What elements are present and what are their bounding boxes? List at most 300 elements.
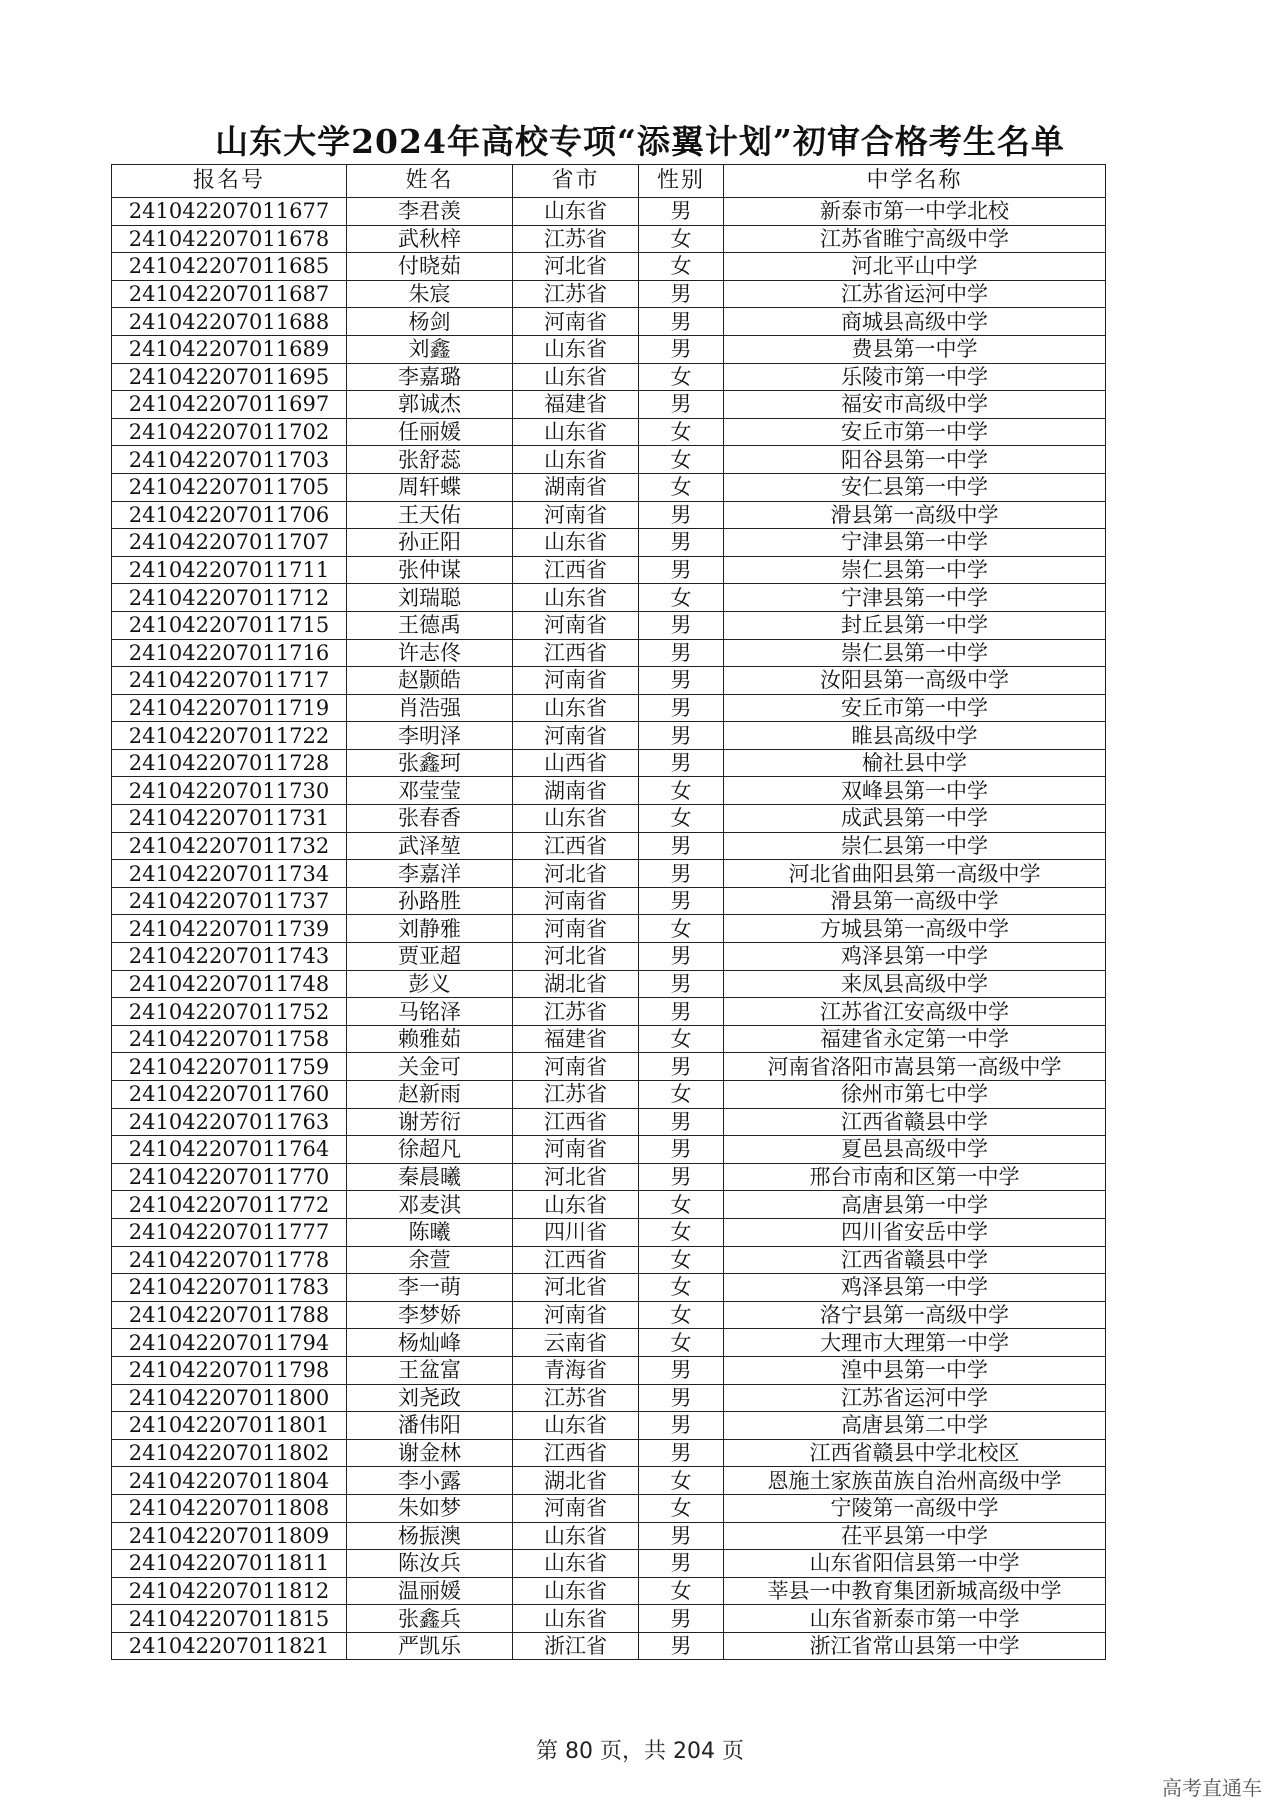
table-row (112, 1246, 1106, 1274)
table-row (112, 1218, 1106, 1246)
registration-number-cell: 241042207011760 (112, 1081, 347, 1109)
table-row (112, 832, 1106, 860)
table-row (112, 391, 1106, 419)
name-cell: 关金可 (347, 1053, 513, 1081)
gender-cell: 女 (639, 1081, 724, 1109)
gender-cell: 男 (639, 198, 724, 226)
province-cell: 河北省 (513, 943, 639, 971)
registration-number-cell: 241042207011800 (112, 1384, 347, 1412)
province-cell: 河北省 (513, 1274, 639, 1302)
name-cell: 武秋梓 (347, 225, 513, 253)
table-row (112, 667, 1106, 695)
province-cell: 山东省 (513, 584, 639, 612)
school-cell: 洛宁县第一高级中学 (724, 1301, 1106, 1329)
gender-cell: 男 (639, 1163, 724, 1191)
school-cell: 高唐县第一中学 (724, 1191, 1106, 1219)
registration-number-cell: 241042207011687 (112, 280, 347, 308)
province-cell: 福建省 (513, 391, 639, 419)
table-row (112, 1550, 1106, 1578)
province-cell: 河北省 (513, 253, 639, 281)
province-cell: 河南省 (513, 915, 639, 943)
name-cell: 许志佟 (347, 639, 513, 667)
table-row (112, 1384, 1106, 1412)
school-cell: 成武县第一中学 (724, 805, 1106, 833)
table-row (112, 529, 1106, 557)
name-cell: 王天佑 (347, 501, 513, 529)
registration-number-cell: 241042207011703 (112, 446, 347, 474)
name-cell: 余萱 (347, 1246, 513, 1274)
province-cell: 河南省 (513, 611, 639, 639)
gender-cell: 男 (639, 1053, 724, 1081)
table-row (112, 308, 1106, 336)
school-cell: 山东省新泰市第一中学 (724, 1605, 1106, 1633)
table-row (112, 253, 1106, 281)
header-gender: 性别 (639, 165, 724, 198)
gender-cell: 女 (639, 1494, 724, 1522)
gender-cell: 女 (639, 1301, 724, 1329)
gender-cell: 男 (639, 832, 724, 860)
name-cell: 李梦娇 (347, 1301, 513, 1329)
table-row (112, 943, 1106, 971)
gender-cell: 男 (639, 749, 724, 777)
gender-cell: 男 (639, 970, 724, 998)
name-cell: 刘尧政 (347, 1384, 513, 1412)
registration-number-cell: 241042207011794 (112, 1329, 347, 1357)
gender-cell: 男 (639, 529, 724, 557)
registration-number-cell: 241042207011815 (112, 1605, 347, 1633)
registration-number-cell: 241042207011728 (112, 749, 347, 777)
table-row (112, 887, 1106, 915)
name-cell: 邓麦淇 (347, 1191, 513, 1219)
table-row (112, 584, 1106, 612)
header-province: 省市 (513, 165, 639, 198)
registration-number-cell: 241042207011688 (112, 308, 347, 336)
name-cell: 孙正阳 (347, 529, 513, 557)
name-cell: 李一萌 (347, 1274, 513, 1302)
school-cell: 崇仁县第一中学 (724, 556, 1106, 584)
name-cell: 李嘉洋 (347, 860, 513, 888)
table-row (112, 1494, 1106, 1522)
gender-cell: 女 (639, 446, 724, 474)
province-cell: 江苏省 (513, 225, 639, 253)
registration-number-cell: 241042207011811 (112, 1550, 347, 1578)
gender-cell: 男 (639, 1356, 724, 1384)
registration-number-cell: 241042207011731 (112, 805, 347, 833)
province-cell: 湖北省 (513, 1467, 639, 1495)
registration-number-cell: 241042207011759 (112, 1053, 347, 1081)
table-row (112, 198, 1106, 226)
registration-number-cell: 241042207011737 (112, 887, 347, 915)
province-cell: 河南省 (513, 1301, 639, 1329)
province-cell: 江西省 (513, 1246, 639, 1274)
registration-number-cell: 241042207011734 (112, 860, 347, 888)
table-row (112, 1108, 1106, 1136)
province-cell: 江苏省 (513, 1081, 639, 1109)
school-cell: 榆社县中学 (724, 749, 1106, 777)
name-cell: 杨灿峰 (347, 1329, 513, 1357)
name-cell: 杨剑 (347, 308, 513, 336)
province-cell: 江西省 (513, 639, 639, 667)
registration-number-cell: 241042207011689 (112, 335, 347, 363)
province-cell: 江西省 (513, 556, 639, 584)
gender-cell: 男 (639, 639, 724, 667)
registration-number-cell: 241042207011743 (112, 943, 347, 971)
gender-cell: 女 (639, 1274, 724, 1302)
name-cell: 刘静雅 (347, 915, 513, 943)
school-cell: 湟中县第一中学 (724, 1356, 1106, 1384)
school-cell: 河北平山中学 (724, 253, 1106, 281)
school-cell: 高唐县第二中学 (724, 1412, 1106, 1440)
registration-number-cell: 241042207011722 (112, 722, 347, 750)
gender-cell: 男 (639, 694, 724, 722)
name-cell: 肖浩强 (347, 694, 513, 722)
table-row (112, 749, 1106, 777)
school-cell: 商城县高级中学 (724, 308, 1106, 336)
table-row (112, 225, 1106, 253)
name-cell: 王盆富 (347, 1356, 513, 1384)
table-row (112, 970, 1106, 998)
gender-cell: 女 (639, 1467, 724, 1495)
school-cell: 江苏省运河中学 (724, 280, 1106, 308)
name-cell: 温丽媛 (347, 1577, 513, 1605)
gender-cell: 女 (639, 418, 724, 446)
name-cell: 付晓茹 (347, 253, 513, 281)
province-cell: 河南省 (513, 722, 639, 750)
province-cell: 山东省 (513, 1550, 639, 1578)
registration-number-cell: 241042207011752 (112, 998, 347, 1026)
name-cell: 张鑫珂 (347, 749, 513, 777)
name-cell: 赵颢皓 (347, 667, 513, 695)
header-name: 姓名 (347, 165, 513, 198)
registration-number-cell: 241042207011715 (112, 611, 347, 639)
gender-cell: 男 (639, 1550, 724, 1578)
table-row (112, 805, 1106, 833)
gender-cell: 女 (639, 1577, 724, 1605)
school-cell: 夏邑县高级中学 (724, 1136, 1106, 1164)
school-cell: 滑县第一高级中学 (724, 501, 1106, 529)
registration-number-cell: 241042207011702 (112, 418, 347, 446)
name-cell: 张舒蕊 (347, 446, 513, 474)
name-cell: 谢芳衍 (347, 1108, 513, 1136)
table-row (112, 1191, 1106, 1219)
school-cell: 安丘市第一中学 (724, 418, 1106, 446)
table-row (112, 1632, 1106, 1660)
gender-cell: 男 (639, 1108, 724, 1136)
table-row (112, 1439, 1106, 1467)
table-row (112, 777, 1106, 805)
table-row (112, 473, 1106, 501)
province-cell: 河南省 (513, 887, 639, 915)
registration-number-cell: 241042207011685 (112, 253, 347, 281)
province-cell: 江西省 (513, 1108, 639, 1136)
school-cell: 安仁县第一中学 (724, 473, 1106, 501)
school-cell: 崇仁县第一中学 (724, 639, 1106, 667)
table-row (112, 1329, 1106, 1357)
watermark: 高考直通车 (1162, 1776, 1262, 1800)
province-cell: 山东省 (513, 529, 639, 557)
registration-number-cell: 241042207011711 (112, 556, 347, 584)
gender-cell: 男 (639, 308, 724, 336)
gender-cell: 男 (639, 1605, 724, 1633)
name-cell: 严凯乐 (347, 1632, 513, 1660)
name-cell: 杨振澳 (347, 1522, 513, 1550)
name-cell: 刘瑞聪 (347, 584, 513, 612)
name-cell: 任丽媛 (347, 418, 513, 446)
gender-cell: 女 (639, 915, 724, 943)
province-cell: 山西省 (513, 749, 639, 777)
name-cell: 周轩蝶 (347, 473, 513, 501)
school-cell: 滑县第一高级中学 (724, 887, 1106, 915)
school-cell: 浙江省常山县第一中学 (724, 1632, 1106, 1660)
province-cell: 湖南省 (513, 473, 639, 501)
school-cell: 崇仁县第一中学 (724, 832, 1106, 860)
registration-number-cell: 241042207011788 (112, 1301, 347, 1329)
province-cell: 河南省 (513, 1494, 639, 1522)
registration-number-cell: 241042207011712 (112, 584, 347, 612)
name-cell: 彭义 (347, 970, 513, 998)
gender-cell: 女 (639, 253, 724, 281)
gender-cell: 女 (639, 225, 724, 253)
registration-number-cell: 241042207011763 (112, 1108, 347, 1136)
table-row (112, 1605, 1106, 1633)
province-cell: 河南省 (513, 1136, 639, 1164)
registration-number-cell: 241042207011798 (112, 1356, 347, 1384)
header-school: 中学名称 (724, 165, 1106, 198)
gender-cell: 女 (639, 1025, 724, 1053)
registration-number-cell: 241042207011732 (112, 832, 347, 860)
registration-number-cell: 241042207011777 (112, 1218, 347, 1246)
registration-number-cell: 241042207011706 (112, 501, 347, 529)
province-cell: 山东省 (513, 446, 639, 474)
gender-cell: 男 (639, 667, 724, 695)
province-cell: 山东省 (513, 363, 639, 391)
province-cell: 河北省 (513, 1163, 639, 1191)
province-cell: 浙江省 (513, 1632, 639, 1660)
name-cell: 马铭泽 (347, 998, 513, 1026)
registration-number-cell: 241042207011730 (112, 777, 347, 805)
school-cell: 江苏省睢宁高级中学 (724, 225, 1106, 253)
registration-number-cell: 241042207011812 (112, 1577, 347, 1605)
table-row (112, 639, 1106, 667)
province-cell: 云南省 (513, 1329, 639, 1357)
registration-number-cell: 241042207011772 (112, 1191, 347, 1219)
school-cell: 睢县高级中学 (724, 722, 1106, 750)
registration-number-cell: 241042207011719 (112, 694, 347, 722)
school-cell: 江西省赣县中学 (724, 1108, 1106, 1136)
school-cell: 四川省安岳中学 (724, 1218, 1106, 1246)
table-header-row (112, 165, 1106, 198)
gender-cell: 男 (639, 1439, 724, 1467)
table-row (112, 1163, 1106, 1191)
candidate-table-container (111, 164, 1106, 1660)
gender-cell: 男 (639, 611, 724, 639)
gender-cell: 男 (639, 943, 724, 971)
registration-number-cell: 241042207011678 (112, 225, 347, 253)
registration-number-cell: 241042207011758 (112, 1025, 347, 1053)
table-row (112, 446, 1106, 474)
gender-cell: 女 (639, 363, 724, 391)
school-cell: 山东省阳信县第一中学 (724, 1550, 1106, 1578)
header-registration-number: 报名号 (112, 165, 347, 198)
school-cell: 徐州市第七中学 (724, 1081, 1106, 1109)
gender-cell: 男 (639, 1136, 724, 1164)
table-row (112, 915, 1106, 943)
school-cell: 宁陵第一高级中学 (724, 1494, 1106, 1522)
table-row (112, 1136, 1106, 1164)
province-cell: 河南省 (513, 308, 639, 336)
name-cell: 李明泽 (347, 722, 513, 750)
province-cell: 江苏省 (513, 998, 639, 1026)
registration-number-cell: 241042207011716 (112, 639, 347, 667)
gender-cell: 男 (639, 280, 724, 308)
table-row (112, 556, 1106, 584)
province-cell: 江苏省 (513, 280, 639, 308)
table-row (112, 1081, 1106, 1109)
table-row (112, 1577, 1106, 1605)
gender-cell: 男 (639, 998, 724, 1026)
school-cell: 宁津县第一中学 (724, 584, 1106, 612)
name-cell: 赵新雨 (347, 1081, 513, 1109)
province-cell: 河南省 (513, 501, 639, 529)
table-row (112, 363, 1106, 391)
school-cell: 来凤县高级中学 (724, 970, 1106, 998)
province-cell: 江西省 (513, 832, 639, 860)
school-cell: 乐陵市第一中学 (724, 363, 1106, 391)
table-row (112, 722, 1106, 750)
name-cell: 陈曦 (347, 1218, 513, 1246)
province-cell: 山东省 (513, 1412, 639, 1440)
name-cell: 武泽堃 (347, 832, 513, 860)
registration-number-cell: 241042207011764 (112, 1136, 347, 1164)
table-row (112, 1025, 1106, 1053)
gender-cell: 女 (639, 805, 724, 833)
province-cell: 山东省 (513, 805, 639, 833)
name-cell: 张鑫兵 (347, 1605, 513, 1633)
school-cell: 河南省洛阳市嵩县第一高级中学 (724, 1053, 1106, 1081)
province-cell: 山东省 (513, 198, 639, 226)
school-cell: 邢台市南和区第一中学 (724, 1163, 1106, 1191)
name-cell: 陈汝兵 (347, 1550, 513, 1578)
school-cell: 新泰市第一中学北校 (724, 198, 1106, 226)
registration-number-cell: 241042207011778 (112, 1246, 347, 1274)
registration-number-cell: 241042207011783 (112, 1274, 347, 1302)
school-cell: 江西省赣县中学 (724, 1246, 1106, 1274)
province-cell: 河北省 (513, 860, 639, 888)
province-cell: 湖北省 (513, 970, 639, 998)
table-row (112, 280, 1106, 308)
school-cell: 江苏省运河中学 (724, 1384, 1106, 1412)
gender-cell: 女 (639, 1329, 724, 1357)
province-cell: 山东省 (513, 1605, 639, 1633)
name-cell: 秦晨曦 (347, 1163, 513, 1191)
registration-number-cell: 241042207011707 (112, 529, 347, 557)
table-row (112, 1053, 1106, 1081)
province-cell: 福建省 (513, 1025, 639, 1053)
province-cell: 河南省 (513, 667, 639, 695)
registration-number-cell: 241042207011717 (112, 667, 347, 695)
school-cell: 宁津县第一中学 (724, 529, 1106, 557)
gender-cell: 男 (639, 722, 724, 750)
registration-number-cell: 241042207011739 (112, 915, 347, 943)
table-row (112, 1467, 1106, 1495)
registration-number-cell: 241042207011821 (112, 1632, 347, 1660)
document-title: 山东大学2024年高校专项“添翼计划”初审合格考生名单 (215, 122, 1065, 161)
registration-number-cell: 241042207011804 (112, 1467, 347, 1495)
registration-number-cell: 241042207011809 (112, 1522, 347, 1550)
school-cell: 恩施土家族苗族自治州高级中学 (724, 1467, 1106, 1495)
registration-number-cell: 241042207011808 (112, 1494, 347, 1522)
name-cell: 张春香 (347, 805, 513, 833)
school-cell: 封丘县第一中学 (724, 611, 1106, 639)
province-cell: 山东省 (513, 335, 639, 363)
name-cell: 刘鑫 (347, 335, 513, 363)
name-cell: 邓莹莹 (347, 777, 513, 805)
school-cell: 福建省永定第一中学 (724, 1025, 1106, 1053)
name-cell: 贾亚超 (347, 943, 513, 971)
school-cell: 汝阳县第一高级中学 (724, 667, 1106, 695)
table-row (112, 418, 1106, 446)
school-cell: 阳谷县第一中学 (724, 446, 1106, 474)
gender-cell: 男 (639, 1384, 724, 1412)
name-cell: 李嘉璐 (347, 363, 513, 391)
name-cell: 赖雅茹 (347, 1025, 513, 1053)
name-cell: 徐超凡 (347, 1136, 513, 1164)
table-row (112, 1412, 1106, 1440)
name-cell: 朱如梦 (347, 1494, 513, 1522)
school-cell: 鸡泽县第一中学 (724, 1274, 1106, 1302)
province-cell: 四川省 (513, 1218, 639, 1246)
table-row (112, 860, 1106, 888)
registration-number-cell: 241042207011697 (112, 391, 347, 419)
gender-cell: 男 (639, 501, 724, 529)
gender-cell: 女 (639, 777, 724, 805)
name-cell: 李小露 (347, 1467, 513, 1495)
table-row (112, 335, 1106, 363)
gender-cell: 男 (639, 1412, 724, 1440)
registration-number-cell: 241042207011677 (112, 198, 347, 226)
province-cell: 山东省 (513, 694, 639, 722)
province-cell: 山东省 (513, 418, 639, 446)
registration-number-cell: 241042207011705 (112, 473, 347, 501)
school-cell: 鸡泽县第一中学 (724, 943, 1106, 971)
gender-cell: 女 (639, 584, 724, 612)
school-cell: 双峰县第一中学 (724, 777, 1106, 805)
school-cell: 大理市大理第一中学 (724, 1329, 1106, 1357)
gender-cell: 男 (639, 335, 724, 363)
gender-cell: 女 (639, 473, 724, 501)
school-cell: 江苏省江安高级中学 (724, 998, 1106, 1026)
table-row (112, 998, 1106, 1026)
province-cell: 江西省 (513, 1439, 639, 1467)
gender-cell: 男 (639, 860, 724, 888)
candidate-table (111, 164, 1106, 1660)
name-cell: 潘伟阳 (347, 1412, 513, 1440)
province-cell: 河南省 (513, 1053, 639, 1081)
name-cell: 朱宸 (347, 280, 513, 308)
gender-cell: 男 (639, 391, 724, 419)
school-cell: 河北省曲阳县第一高级中学 (724, 860, 1106, 888)
name-cell: 张仲谋 (347, 556, 513, 584)
province-cell: 山东省 (513, 1522, 639, 1550)
table-row (112, 501, 1106, 529)
school-cell: 安丘市第一中学 (724, 694, 1106, 722)
school-cell: 茌平县第一中学 (724, 1522, 1106, 1550)
school-cell: 福安市高级中学 (724, 391, 1106, 419)
school-cell: 费县第一中学 (724, 335, 1106, 363)
registration-number-cell: 241042207011802 (112, 1439, 347, 1467)
registration-number-cell: 241042207011695 (112, 363, 347, 391)
table-row (112, 694, 1106, 722)
